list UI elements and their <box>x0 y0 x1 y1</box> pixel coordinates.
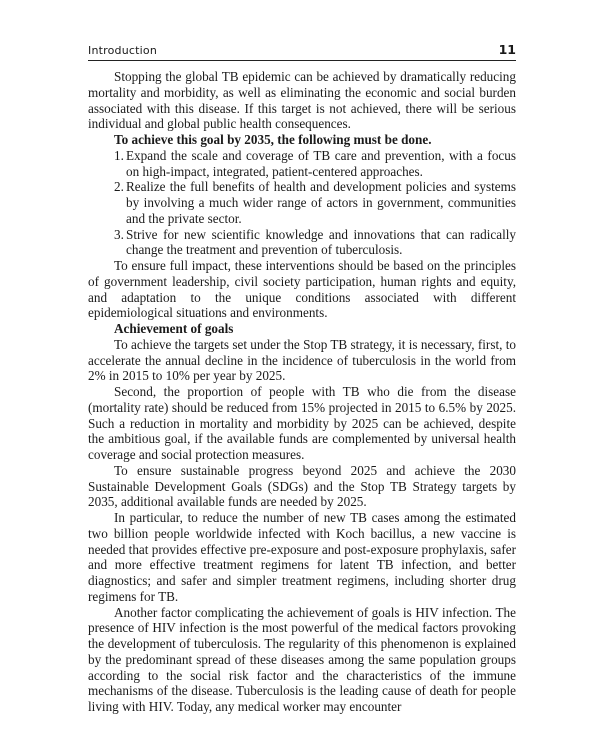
list-number: 3. <box>114 226 124 242</box>
paragraph: To ensure full impact, these interventions should be based on the principles of government leadership, civil society participation, human rights and equity, and adaptation to the unique conditions associated with different epidemiological situations and environments. <box>88 258 516 321</box>
paragraph: To ensure sustainable progress beyond 2025 and achieve the 2030 Sustainable Development Goals (SDGs) and the Stop TB Strategy targets by 2035, additional available funds are needed by 2025. <box>88 462 516 510</box>
paragraph: Another factor complicating the achievement of goals is HIV infection. The presence of HIV infection is the most powerful of the medical factors provoking the development of tuberculosis. The regularity of this phenomenon is explained by the predominant spread of these diseases among the same population groups according to the social risk factor and the characteristics of the immune mechanisms of the disease. Tuberculosis is the leading cause of death for people living with HIV. Today, any medical worker may encounter <box>88 604 516 714</box>
list-item-text: Expand the scale and coverage of TB care and prevention, with a focus on high-impact, integrated, patient-centered approaches. <box>126 147 516 179</box>
list-number: 2. <box>114 179 124 195</box>
paragraph: Second, the proportion of people with TB who die from the disease (mortality rate) should be reduced from 15% projected in 2015 to 6.5% by 2025. Such a reduction in mortality and morbidity by 2025 can be achieved, despite the ambitious goal, if the available funds are complemented by universal health coverage and social protection measures. <box>88 384 516 462</box>
list-item <box>88 179 516 226</box>
list-item-text: Realize the full benefits of health and development policies and systems by involving a much wider range of actors in government, communities and the private sector. <box>126 179 516 226</box>
page-header <box>88 42 516 57</box>
numbered-list <box>88 148 516 258</box>
list-item-text: Strive for new scientific knowledge and innovations that can radically change the treatment and prevention of tuberculosis. <box>126 226 516 258</box>
paragraph: Stopping the global TB epidemic can be achieved by dramatically reducing mortality and morbidity, as well as eliminating the economic and social burden associated with this disease. If this target is not achieved, there will be serious individual and global public health consequences. <box>88 69 516 132</box>
page-number: 11 <box>498 42 516 57</box>
body-text <box>88 69 516 715</box>
list-item <box>88 148 516 180</box>
list-number: 1. <box>114 147 124 163</box>
list-item <box>88 227 516 259</box>
paragraph: In particular, to reduce the number of new TB cases among the estimated two billion people worldwide infected with Koch bacillus, a new vaccine is needed that provides effective pre-exposure and post-exposure prophylaxis, safer and more effective treatment regimens for latent TB infection, and better diagnostics; and safer and simpler treatment regimens, including shorter drug regimens for TB. <box>88 510 516 604</box>
header-rule <box>88 60 516 61</box>
running-head: Introduction <box>88 44 158 57</box>
paragraph: To achieve the targets set under the Stop TB strategy, it is necessary, first, to accelerate the annual decline in the incidence of tuberculosis in the world from 2% in 2015 to 10% per year by 2025. <box>88 336 516 384</box>
section-subheading: Achievement of goals <box>114 321 234 336</box>
section-subheading: To achieve this goal by 2035, the following must be done. <box>114 132 432 147</box>
